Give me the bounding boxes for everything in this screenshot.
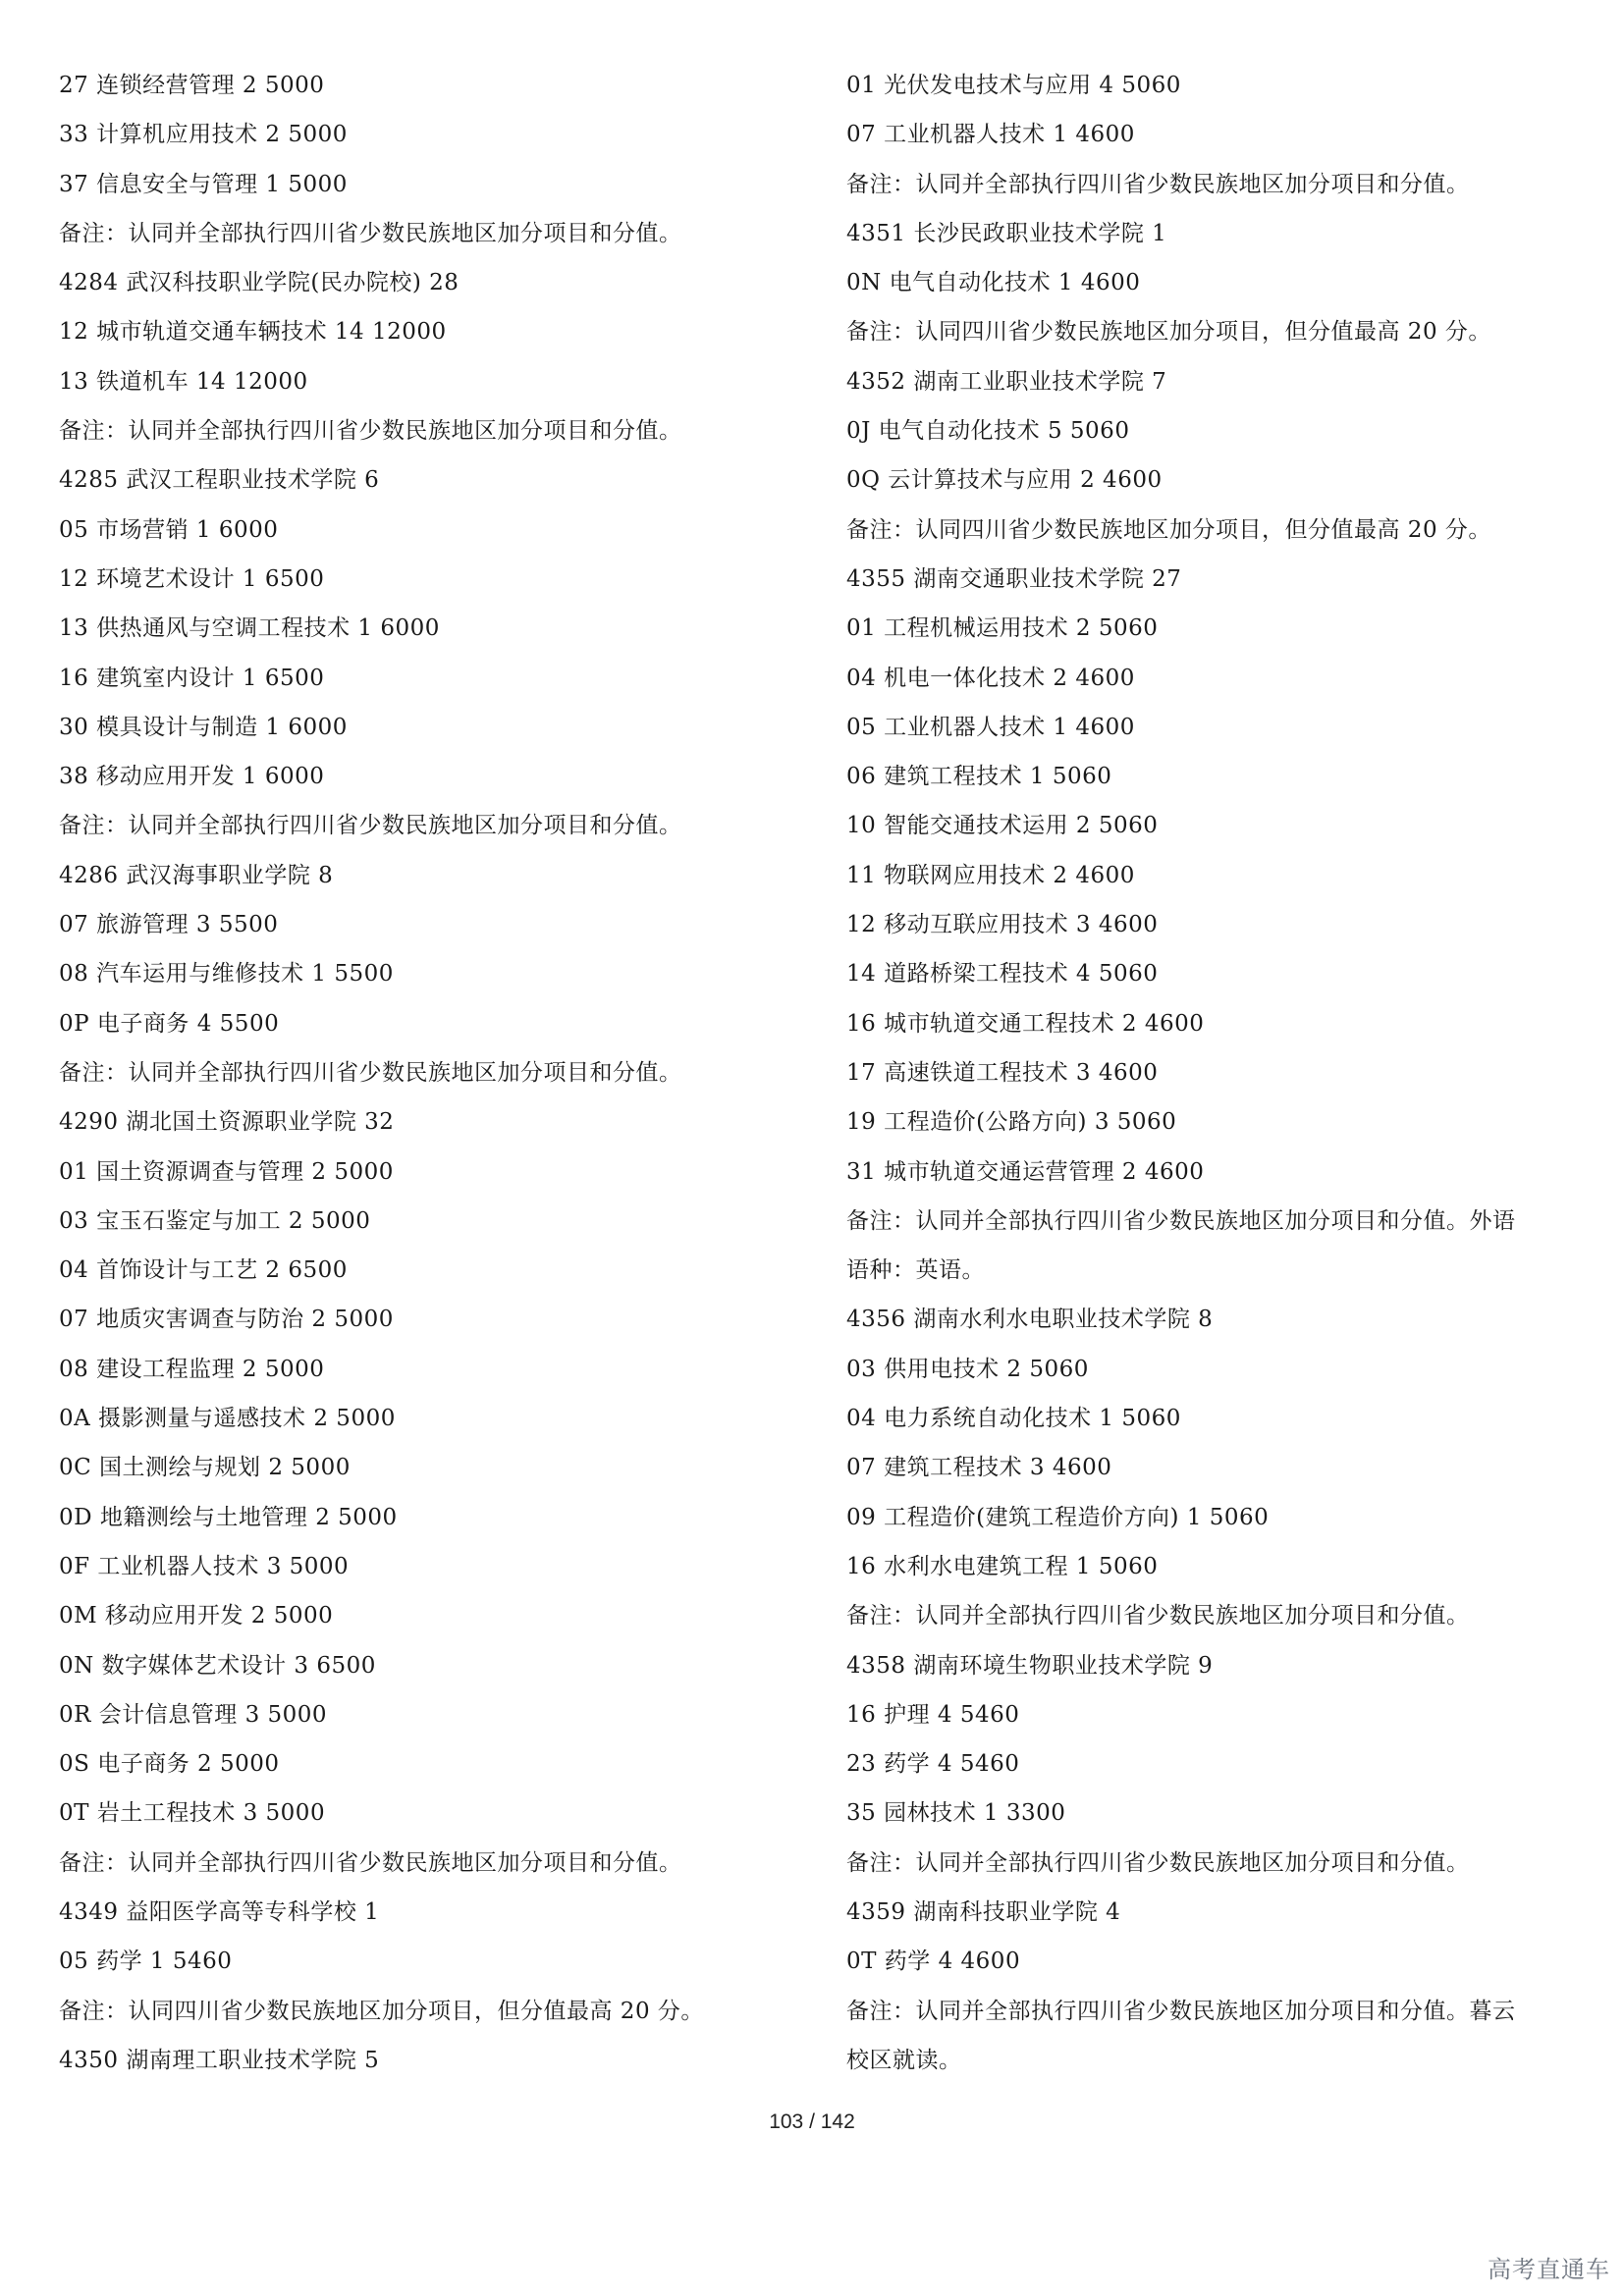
- text-line: 11 物联网应用技术 2 4600: [846, 862, 1135, 888]
- text-line: 12 环境艺术设计 1 6500: [59, 565, 325, 592]
- text-line: 14 道路桥梁工程技术 4 5060: [846, 961, 1159, 988]
- text-line: 4286 武汉海事职业学院 8: [59, 862, 334, 888]
- text-line: 备注：认同四川省少数民族地区加分项目，但分值最高 20 分。: [846, 516, 1491, 543]
- text-line: 0S 电子商务 2 5000: [59, 1751, 280, 1778]
- text-line: 语种：英语。: [846, 1257, 985, 1284]
- text-line: 备注：认同并全部执行四川省少数民族地区加分项目和分值。: [59, 418, 682, 445]
- text-line: 38 移动应用开发 1 6000: [59, 764, 325, 790]
- text-line: 0R 会计信息管理 3 5000: [59, 1701, 328, 1728]
- page-number: 103 / 142: [769, 2110, 855, 2133]
- text-line: 07 建筑工程技术 3 4600: [846, 1455, 1112, 1481]
- text-line: 05 市场营销 1 6000: [59, 516, 279, 543]
- text-line: 17 高速铁道工程技术 3 4600: [846, 1059, 1159, 1086]
- text-line: 0A 摄影测量与遥感技术 2 5000: [59, 1406, 396, 1432]
- text-line: 备注：认同四川省少数民族地区加分项目，但分值最高 20 分。: [846, 319, 1491, 346]
- text-line: 0N 电气自动化技术 1 4600: [846, 270, 1141, 296]
- text-line: 16 城市轨道交通工程技术 2 4600: [846, 1010, 1205, 1037]
- text-line: 0Q 云计算技术与应用 2 4600: [846, 467, 1163, 494]
- text-line: 0F 工业机器人技术 3 5000: [59, 1553, 350, 1579]
- text-line: 0M 移动应用开发 2 5000: [59, 1603, 334, 1629]
- text-line: 备注：认同并全部执行四川省少数民族地区加分项目和分值。暮云: [846, 1998, 1516, 2024]
- text-line: 05 药学 1 5460: [59, 1949, 233, 1975]
- text-line: 备注：认同并全部执行四川省少数民族地区加分项目和分值。: [59, 1849, 682, 1876]
- text-line: 16 建筑室内设计 1 6500: [59, 665, 325, 691]
- text-line: 备注：认同并全部执行四川省少数民族地区加分项目和分值。: [59, 813, 682, 839]
- text-line: 31 城市轨道交通运营管理 2 4600: [846, 1158, 1205, 1185]
- text-line: 01 光伏发电技术与应用 4 5060: [846, 73, 1181, 98]
- text-line: 06 建筑工程技术 1 5060: [846, 764, 1112, 790]
- text-line: 0D 地籍测绘与土地管理 2 5000: [59, 1504, 398, 1530]
- text-line: 03 供用电技术 2 5060: [846, 1356, 1089, 1382]
- left-column: [59, 61, 825, 2085]
- text-line: 备注：认同并全部执行四川省少数民族地区加分项目和分值。外语: [846, 1207, 1516, 1234]
- text-line: 备注：认同并全部执行四川省少数民族地区加分项目和分值。: [59, 1059, 682, 1086]
- text-line: 08 汽车运用与维修技术 1 5500: [59, 961, 394, 988]
- text-line: 10 智能交通技术运用 2 5060: [846, 813, 1159, 839]
- text-line: 09 工程造价(建筑工程造价方向) 1 5060: [846, 1504, 1270, 1530]
- text-line: 0C 国土测绘与规划 2 5000: [59, 1455, 351, 1481]
- text-line: 01 工程机械运用技术 2 5060: [846, 615, 1159, 642]
- text-line: 4356 湖南水利水电职业技术学院 8: [846, 1307, 1214, 1333]
- text-line: 13 铁道机车 14 12000: [59, 368, 308, 395]
- text-line: 13 供热通风与空调工程技术 1 6000: [59, 615, 440, 642]
- text-line: 0T 药学 4 4600: [846, 1949, 1021, 1975]
- text-line: 37 信息安全与管理 1 5000: [59, 171, 348, 197]
- text-line: 备注：认同并全部执行四川省少数民族地区加分项目和分值。: [846, 1849, 1470, 1876]
- text-line: 35 园林技术 1 3300: [846, 1800, 1066, 1827]
- text-line: 03 宝玉石鉴定与加工 2 5000: [59, 1207, 371, 1234]
- text-line: 07 地质灾害调查与防治 2 5000: [59, 1307, 394, 1333]
- text-line: 4350 湖南理工职业技术学院 5: [59, 2047, 380, 2073]
- text-line: 12 城市轨道交通车辆技术 14 12000: [59, 319, 447, 346]
- text-line: 4284 武汉科技职业学院(民办院校) 28: [59, 270, 460, 296]
- text-line: 4358 湖南环境生物职业技术学院 9: [846, 1652, 1214, 1679]
- text-line: 27 连锁经营管理 2 5000: [59, 73, 325, 98]
- text-line: 备注：认同并全部执行四川省少数民族地区加分项目和分值。: [59, 220, 682, 246]
- text-line: 备注：认同并全部执行四川省少数民族地区加分项目和分值。: [846, 171, 1470, 197]
- text-line: 4290 湖北国土资源职业学院 32: [59, 1109, 395, 1136]
- text-line: 23 药学 4 5460: [846, 1751, 1020, 1778]
- right-column: [846, 61, 1593, 2085]
- text-line: 07 工业机器人技术 1 4600: [846, 122, 1135, 148]
- text-line: 4359 湖南科技职业学院 4: [846, 1898, 1121, 1925]
- text-line: 4285 武汉工程职业技术学院 6: [59, 467, 380, 494]
- text-line: 33 计算机应用技术 2 5000: [59, 122, 348, 148]
- text-line: 0J 电气自动化技术 5 5060: [846, 418, 1130, 445]
- text-line: 4351 长沙民政职业技术学院 1: [846, 220, 1167, 246]
- text-line: 07 旅游管理 3 5500: [59, 912, 279, 938]
- text-line: 16 护理 4 5460: [846, 1701, 1020, 1728]
- text-line: 01 国土资源调查与管理 2 5000: [59, 1158, 394, 1185]
- text-line: 备注：认同四川省少数民族地区加分项目，但分值最高 20 分。: [59, 1998, 704, 2024]
- text-line: 备注：认同并全部执行四川省少数民族地区加分项目和分值。: [846, 1603, 1470, 1629]
- text-line: 19 工程造价(公路方向) 3 5060: [846, 1109, 1177, 1136]
- text-line: 0T 岩土工程技术 3 5000: [59, 1800, 326, 1827]
- text-line: 16 水利水电建筑工程 1 5060: [846, 1553, 1159, 1579]
- text-line: 4349 益阳医学高等专科学校 1: [59, 1898, 380, 1925]
- watermark-logo: 高考直通车: [1488, 2256, 1610, 2283]
- text-line: 0P 电子商务 4 5500: [59, 1010, 280, 1037]
- text-line: 30 模具设计与制造 1 6000: [59, 714, 348, 740]
- text-line: 12 移动互联应用技术 3 4600: [846, 912, 1159, 938]
- text-line: 04 首饰设计与工艺 2 6500: [59, 1257, 348, 1284]
- text-line: 4352 湖南工业职业技术学院 7: [846, 368, 1167, 395]
- text-line: 校区就读。: [846, 2047, 962, 2073]
- text-line: 04 电力系统自动化技术 1 5060: [846, 1406, 1181, 1432]
- text-line: 4355 湖南交通职业技术学院 27: [846, 565, 1182, 592]
- text-line: 04 机电一体化技术 2 4600: [846, 665, 1135, 691]
- text-line: 0N 数字媒体艺术设计 3 6500: [59, 1652, 376, 1679]
- text-line: 08 建设工程监理 2 5000: [59, 1356, 325, 1382]
- text-line: 05 工业机器人技术 1 4600: [846, 714, 1135, 740]
